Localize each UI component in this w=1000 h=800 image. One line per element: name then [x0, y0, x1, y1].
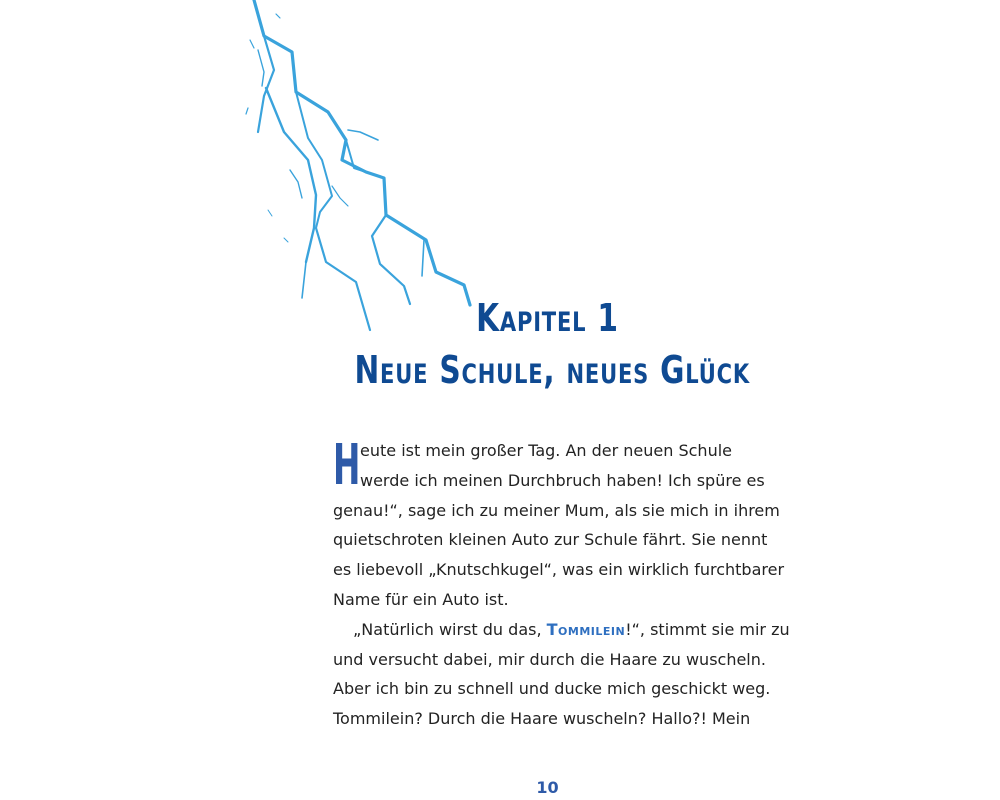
text-line: Aber ich bin zu schnell und ducke mich geschickt weg. — [333, 679, 771, 699]
chapter-number: Kapitel 1 — [476, 296, 619, 340]
chapter-heading — [300, 292, 795, 396]
character-name: Tommilein — [546, 619, 626, 639]
text-fragment: !“, stimmt sie mir zu — [625, 619, 790, 639]
text-line: Tommilein? Durch die Haare wuscheln? Hallo?! Mein — [333, 709, 751, 729]
chapter-title: Neue Schule, neues Glück — [354, 348, 750, 392]
text-line: eute ist mein großer Tag. An der neuen Schule — [360, 441, 732, 460]
text-line — [333, 615, 790, 645]
text-line: und versucht dabei, mir durch die Haare zu wuscheln. — [333, 649, 766, 669]
text-line: werde ich meinen Durchbruch haben! Ich spüre es — [360, 470, 765, 490]
paragraph-1 — [333, 433, 785, 615]
page-number: 10 — [536, 778, 559, 797]
text-line: genau!“, sage ich zu meiner Mum, als sie mich in ihrem — [333, 500, 780, 520]
text-line: quietschroten kleinen Auto zur Schule fährt. Sie nennt — [333, 530, 768, 550]
text-line: Name für ein Auto ist. — [333, 589, 509, 609]
text-fragment: „Natürlich wirst du das, — [353, 619, 547, 639]
text-line: es liebevoll „Knutschkugel“, was ein wirklich furchtbarer — [333, 560, 785, 580]
chapter-body — [333, 433, 790, 734]
lightning-illustration — [236, 0, 476, 335]
drop-cap: H — [333, 433, 361, 498]
paragraph-2 — [333, 615, 790, 734]
